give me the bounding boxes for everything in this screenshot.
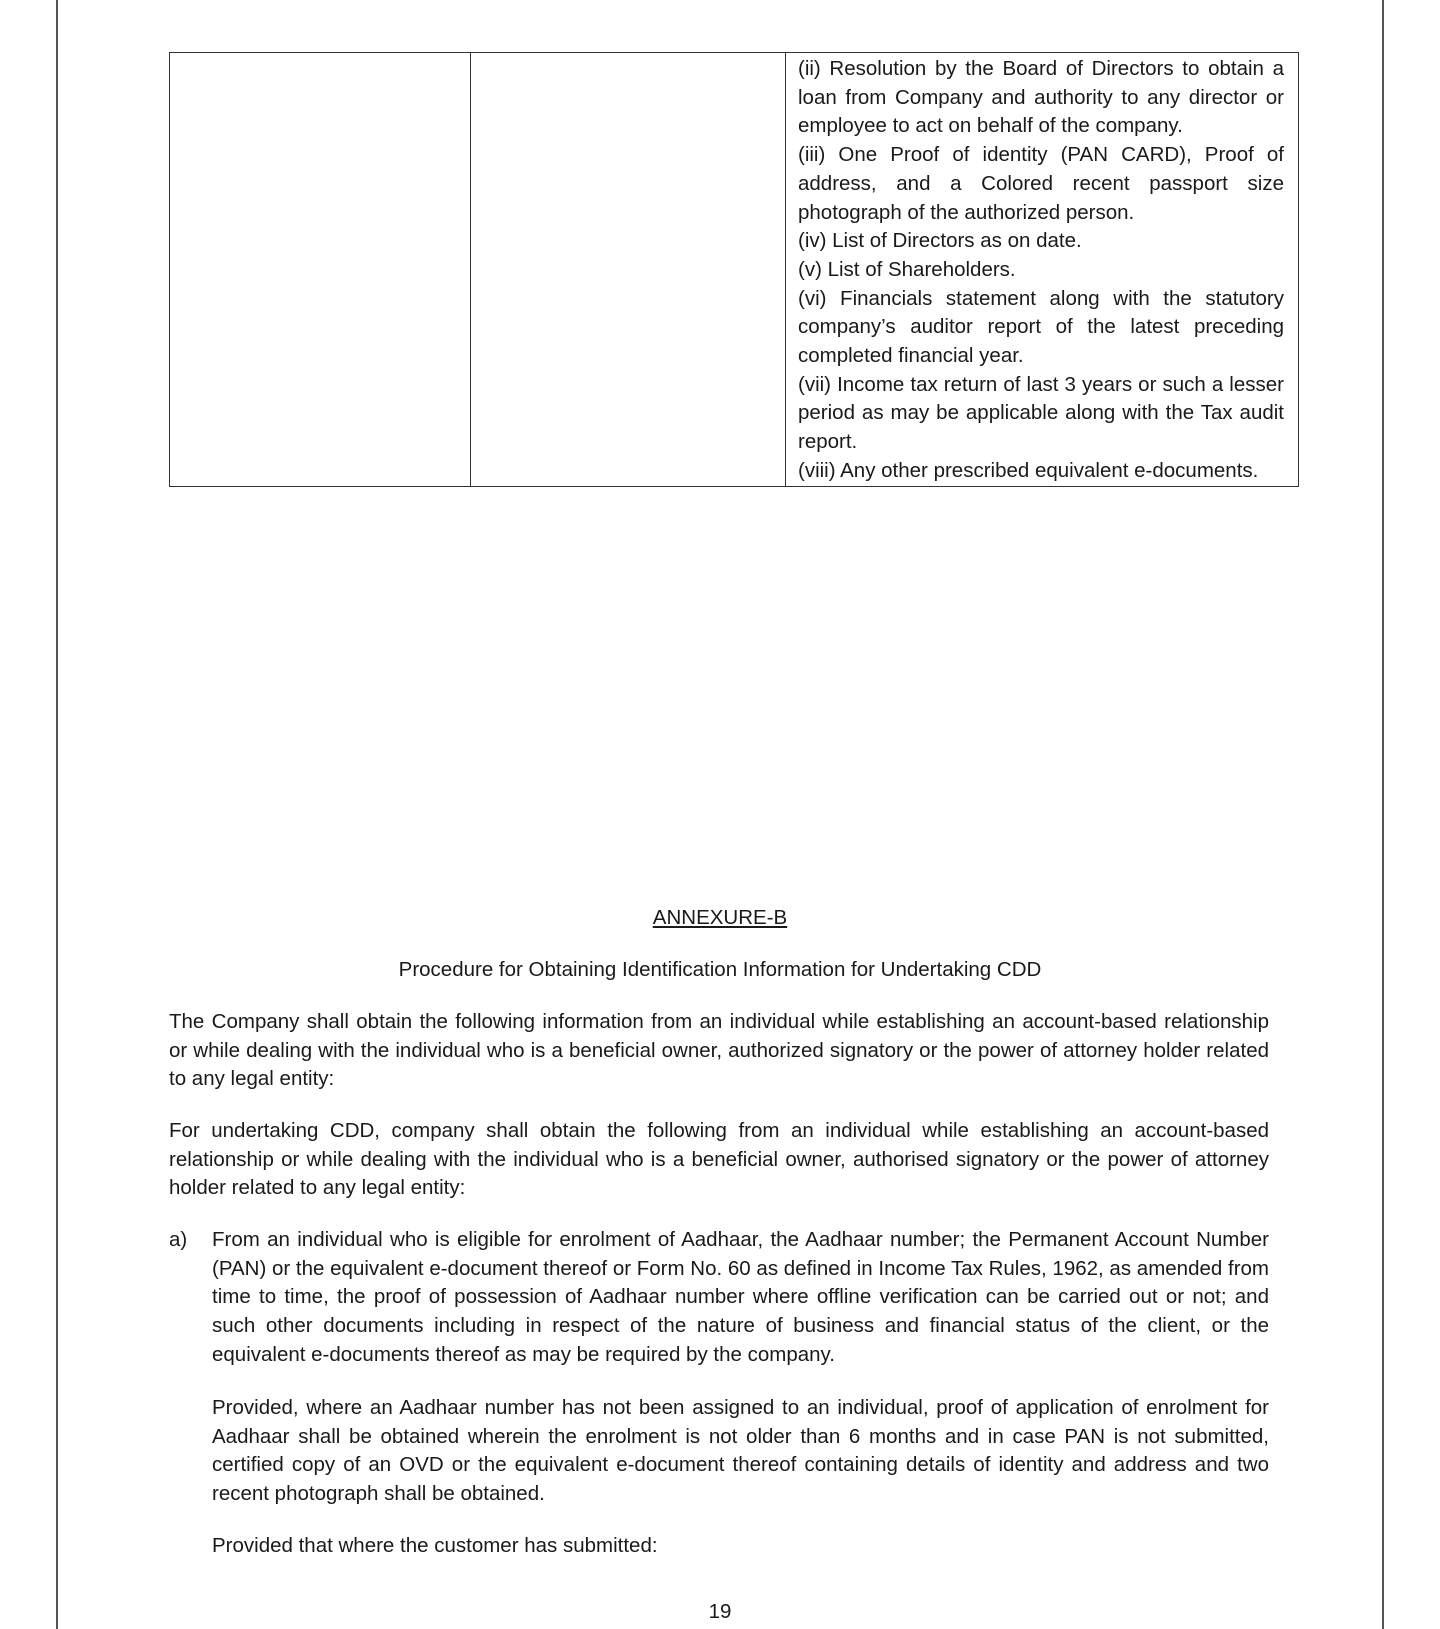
annexure-title-text: ANNEXURE-B — [652, 906, 788, 929]
requirement-item: (v) List of Shareholders. — [798, 257, 1016, 281]
requirement-item: (iv) List of Directors as on date. — [798, 229, 1082, 253]
page-border-right — [1382, 0, 1384, 1629]
proviso-paragraph-1: Provided, where an Aadhaar number has not been assigned to an individual, proof of application of enrolment for Aadhaar shall be obtained wherein the enrolment is not older than 6 months and in case PAN is not submitted, certified copy of an OVD or the equivalent e-document thereof containing details of identity and address and two recent photograph shall be obtained. — [212, 1396, 1269, 1506]
page-number: 19 — [708, 1600, 732, 1623]
cdd-paragraph: For undertaking CDD, company shall obtain the following from an individual while establishing an account-based relationship or while dealing with the individual who is a beneficial owner, authorised signatory or the power of attorney holder related to any legal entity: — [169, 1119, 1269, 1200]
table-cell-requirements — [786, 53, 1299, 487]
requirement-item: (vii) Income tax return of last 3 years or such a lesser period as may be applicable along with the Tax audit report. — [798, 372, 1284, 454]
page-border-left — [56, 0, 58, 1629]
table-cell-empty-1 — [170, 53, 471, 487]
proviso-paragraph-2: Provided that where the customer has submitted: — [212, 1534, 658, 1557]
intro-paragraph: The Company shall obtain the following information from an individual while establishing an account-based relationship or while dealing with the individual who is a beneficial owner, authorized signatory or the power of attorney holder related to any legal entity: — [169, 1010, 1269, 1091]
table-row — [170, 53, 1299, 487]
requirement-item: (viii) Any other prescribed equivalent e-documents. — [798, 458, 1259, 482]
requirement-item: (ii) Resolution by the Board of Directors to obtain a loan from Company and authority to any director or employee to act on behalf of the company. — [798, 57, 1284, 138]
list-item-a: From an individual who is eligible for enrolment of Aadhaar, the Aadhaar number; the Permanent Account Number (PAN) or the equivalent e-document thereof or Form No. 60 as defined in Income Tax Rules, 1962, as amended from time to time, the proof of possession of Aadhaar number where offline verification can be carried out or not; and such other documents including in respect of the nature of business and financial status of the client, or the equivalent e-documents thereof as may be required by the company. — [212, 1228, 1269, 1366]
requirement-item: (vi) Financials statement along with the statutory company’s auditor report of the latest preceding completed financial year. — [798, 286, 1284, 368]
list-marker-a: a) — [169, 1228, 188, 1251]
document-requirements-table — [169, 52, 1299, 487]
table-cell-empty-2 — [471, 53, 786, 487]
annexure-subtitle: Procedure for Obtaining Identification Information for Undertaking CDD — [398, 958, 1042, 981]
annexure-title — [0, 906, 1440, 930]
requirement-item: (iii) One Proof of identity (PAN CARD), Proof of address, and a Colored recent passport size photograph of the authorized person. — [798, 143, 1284, 224]
